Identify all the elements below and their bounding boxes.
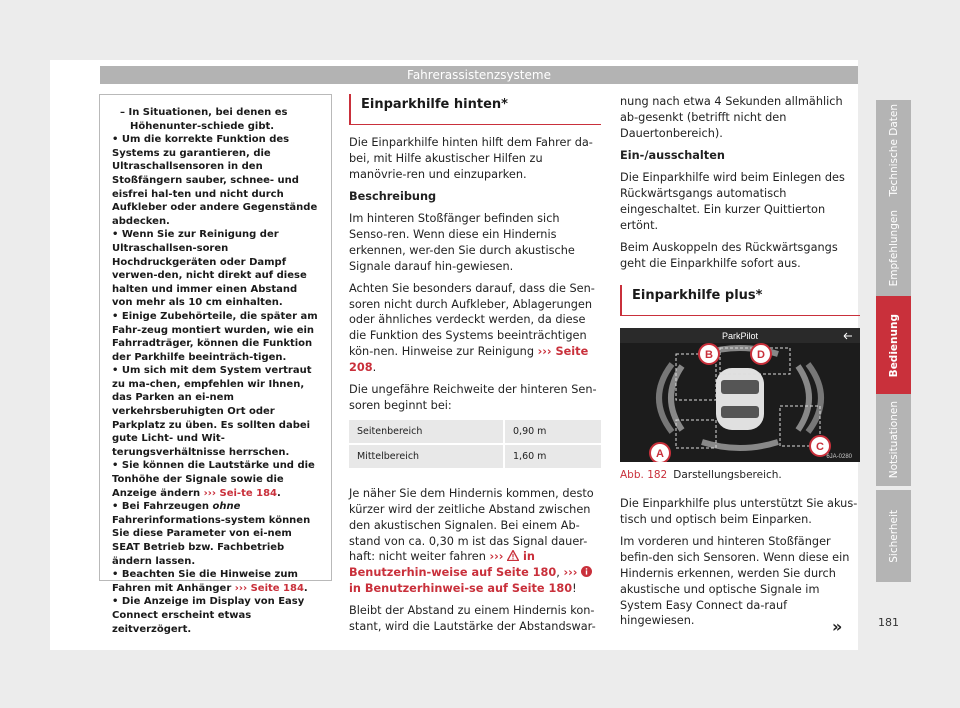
figure-code: 6JA-0280 xyxy=(826,454,852,461)
warning-bullet: • Bei Fahrzeugen ohne Fahrerinformations-system können Sie diese Parameter von ei-nem SEAT Betrieb bzw. Fachbetrieb ändern lassen. xyxy=(112,501,311,567)
paragraph: Die Einparkhilfe hinten hilft dem Fahrer da-bei, mit Hilfe akustischer Hilfen zu manövrie-ren und einzuparken. xyxy=(349,136,593,181)
label-c: C xyxy=(816,441,824,454)
warning-triangle-icon xyxy=(507,550,519,561)
page-reference-link[interactable]: ››› Seite 208 xyxy=(349,345,589,374)
warning-first: – In Situationen, bei denen es Höhenunter-schiede gibt. xyxy=(120,107,288,132)
section-heading: Einparkhilfe plus* xyxy=(620,285,860,316)
paragraph: Bleibt der Abstand zu einem Hindernis kon-stant, wird die Lautstärke der Abstandswar- xyxy=(349,604,596,634)
tab-sicherheit[interactable]: Sicherheit xyxy=(876,490,911,582)
page-reference-link[interactable]: in Benutzerhin-weise auf Seite 180 xyxy=(349,550,557,580)
table-row xyxy=(349,444,601,469)
page-reference-link[interactable]: ››› xyxy=(563,566,578,580)
warning-bullet: • Die Anzeige im Display von Easy Connect erscheint etwas zeitverzögert. xyxy=(112,596,305,635)
label-b: B xyxy=(705,349,713,362)
page-reference-link[interactable]: ››› Sei-te 184 xyxy=(203,487,277,499)
warning-bullet: • Wenn Sie zur Reinigung der Ultraschallsen-soren Hochdruckgeräten oder Dampf verwen-den, nicht direkt auf diese halten und immer einen Abstand von mehr als 10 cm einhalten. xyxy=(112,229,307,309)
warning-bullet: • Sie können die Lautstärke und die Tonhöhe der Signale sowie die Anzeige ändern ››› Sei-te 184. xyxy=(112,460,315,499)
paragraph: Im hinteren Stoßfänger befinden sich Senso-ren. Wenn diese ein Hindernis erkennen, wer-den Sie durch akustische Signale darauf hin-gewiesen. xyxy=(349,212,575,273)
middle-column xyxy=(349,94,601,641)
warning-bullet: • Beachten Sie die Hinweise zum Fahren mit Anhänger ››› Seite 184. xyxy=(112,569,308,594)
table-cell: 0,90 m xyxy=(504,420,601,444)
subheading: Ein-/ausschalten xyxy=(620,148,725,162)
page-number: 181 xyxy=(878,616,899,629)
table-cell: 1,60 m xyxy=(504,444,601,469)
warning-box xyxy=(99,94,332,635)
table-cell: Seitenbereich xyxy=(349,420,504,444)
page-reference-link[interactable]: in Benutzerhinwei-se auf Seite 180 xyxy=(349,582,573,596)
label-a: A xyxy=(656,448,664,461)
screen-title: ParkPilot xyxy=(721,331,759,342)
figure-caption: Abb. 182 Darstellungsbereich. xyxy=(620,469,782,482)
tab-empfehlungen[interactable]: Empfehlungen xyxy=(876,198,911,298)
tab-bedienung[interactable]: Bedienung xyxy=(876,296,911,396)
chapter-header: Fahrerassistenzsysteme xyxy=(100,66,858,84)
tab-technische-daten[interactable]: Technische Daten xyxy=(876,100,911,200)
paragraph: Die ungefähre Reichweite der hinteren Sen-soren beginnt bei: xyxy=(349,383,597,412)
paragraph: Die Einparkhilfe plus unterstützt Sie akus-tisch und optisch beim Einparken. xyxy=(620,497,858,527)
paragraph: Die Einparkhilfe wird beim Einlegen des Rückwärtsgangs automatisch eingeschaltet. Ein kurzer Quittierton ertönt. xyxy=(620,171,845,232)
paragraph: Beim Auskoppeln des Rückwärtsgangs geht die Einparkhilfe sofort aus. xyxy=(620,240,838,270)
right-column xyxy=(620,94,860,636)
continue-marker: » xyxy=(832,617,843,636)
table-cell: Mittelbereich xyxy=(349,444,504,469)
paragraph: Je näher Sie dem Hindernis kommen, desto kürzer wird der zeitliche Abstand zwischen den akustischen Signalen. Bei einem Ab-stand von ca. 0,30 m ist das Signal dauer-haft: nicht weiter fahren ››› in Benutzerhin-weise auf Seite 180, ››› in Benutzerhinwei-se auf Seite 180! xyxy=(349,487,594,596)
parkpilot-figure xyxy=(620,328,860,462)
info-icon xyxy=(581,566,592,577)
paragraph: Im vorderen und hinteren Stoßfänger befin-den sich Sensoren. Wenn diese ein Hindernis erkennen, werden Sie durch akustische und optische Signale im System Easy Connect da-rauf hingewiesen. xyxy=(620,535,850,628)
parkpilot-illustration xyxy=(620,328,860,462)
range-table xyxy=(349,420,601,470)
paragraph: Achten Sie besonders darauf, dass die Sen-soren nicht durch Aufkleber, Ablagerungen oder ähnliches verdeckt werden, da diese die Funktion des Systems beeinträchtigen kön-nen. Hinweise zur Reinigung ››› Seite 208. xyxy=(349,281,595,374)
paragraph: nung nach etwa 4 Sekunden allmählich ab-gesenkt (betrifft nicht den Dauertonbereich). xyxy=(620,95,843,140)
table-row xyxy=(349,420,601,444)
page-reference-link[interactable]: ››› xyxy=(489,550,504,564)
warning-bullet: • Um sich mit dem System vertraut zu ma-chen, empfehlen wir Ihnen, das Parken an ei-nem verkehrsberuhigten Ort oder Parkplatz zu üben. Es sollten dabei gute Licht- und Wit-terungsverhältnisse herrschen. xyxy=(112,365,312,458)
subheading: Beschreibung xyxy=(349,189,437,203)
tab-notsituationen[interactable]: Notsituationen xyxy=(876,394,911,486)
warning-bullet: • Um die korrekte Funktion des Systems zu garantieren, die Ultraschallsensoren in den Stoßfängern sauber, schnee- und eisfrei hal-ten und nicht durch Aufkleber oder andere Gegenstände abdecken. xyxy=(112,134,318,227)
section-heading: Einparkhilfe hinten* xyxy=(349,94,601,125)
page-reference-link[interactable]: ››› Seite 184 xyxy=(234,582,304,594)
label-d: D xyxy=(757,349,765,362)
warning-bullet: • Einige Zubehörteile, die später am Fahr-zeug montiert wurden, wie ein Fahrradträger, können die Funktion der Parkhilfe beeinträch-tigen. xyxy=(112,310,318,363)
